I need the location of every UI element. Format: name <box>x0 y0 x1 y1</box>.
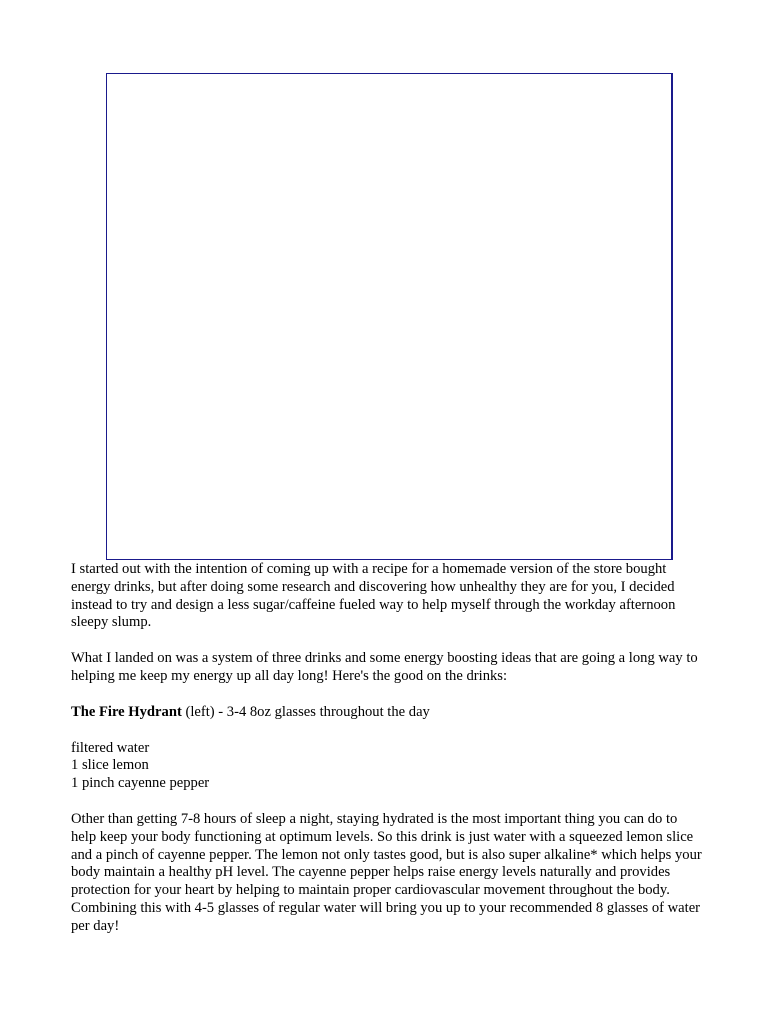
intro-paragraph: What I landed on was a system of three drinks and some energy boosting ideas that are going a long way to helping me keep my energy up all day long! Here's the good on the drinks: <box>71 650 698 684</box>
paragraph-spacer <box>71 686 705 704</box>
ingredient-item: 1 pinch cayenne pepper <box>71 775 210 792</box>
drink-description: Other than getting 7-8 hours of sleep a night, staying hydrated is the most important thing you can do to help keep your body functioning at optimum levels. So this drink is just water with a squeezed lemon slice and a pinch of cayenne pepper. The lemon not only tastes good, but is also super alkaline* which helps your body maintain a healthy pH level. The cayenne pepper helps raise energy levels naturally and provides protection for your heart by helping to maintain proper cardiovascular movement throughout the body. Combining this with 4-5 glasses of regular water will bring you up to your recommended 8 glasses of water per day! <box>71 810 702 934</box>
ingredient-item: 1 slice lemon <box>71 757 149 774</box>
intro-paragraph: I started out with the intention of coming up with a recipe for a homemade version of the store bought energy drinks, but after doing some research and discovering how unhealthy they are for you, I decided instead to try and design a less sugar/caffeine fueled way to help myself through the workday afternoon sleepy slump. <box>71 561 676 631</box>
drink-name: The Fire Hydrant <box>71 703 182 720</box>
article-body <box>71 561 705 936</box>
ingredient-list <box>71 740 705 793</box>
paragraph-spacer <box>71 632 705 650</box>
article-image-placeholder <box>106 73 673 560</box>
drink-subtitle: (left) - 3-4 8oz glasses throughout the day <box>181 703 430 720</box>
paragraph-spacer <box>71 793 705 811</box>
paragraph-spacer <box>71 722 705 740</box>
ingredient-item: filtered water <box>71 739 150 756</box>
drink-heading <box>71 704 705 722</box>
